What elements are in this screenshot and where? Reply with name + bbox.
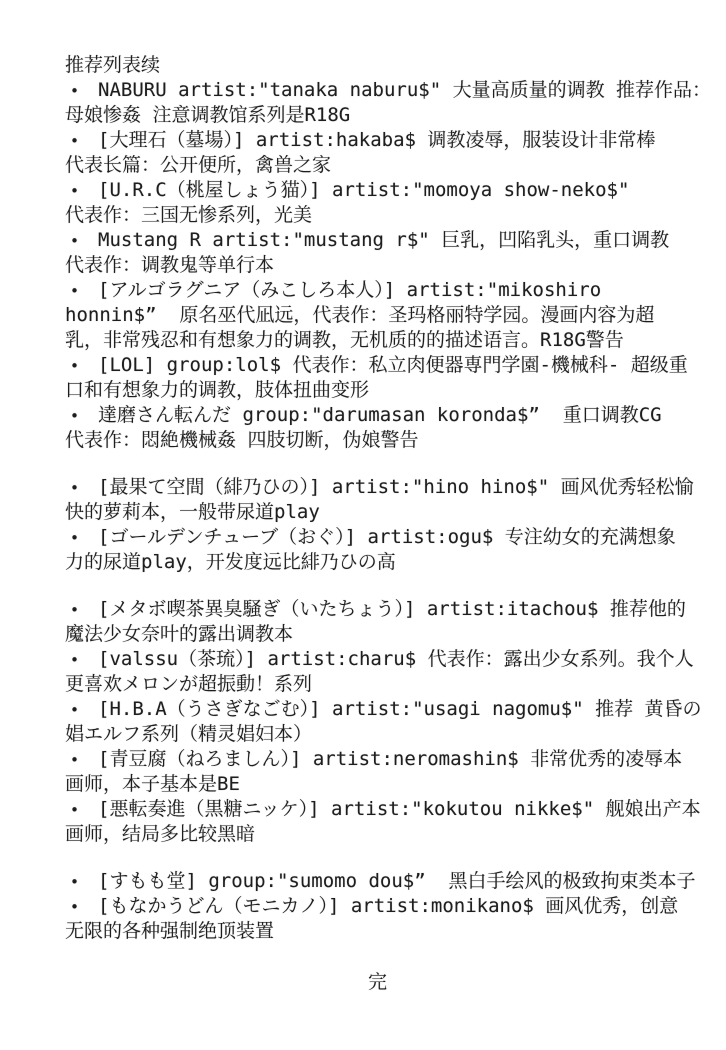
entry-first-line: • [H.B.A（うさぎなごむ）] artist:"usagi nagomu$" 推荐 黄昏の — [65, 697, 708, 722]
artist-entry — [65, 597, 708, 647]
entry-group — [65, 597, 708, 847]
entry-continuation-line: 画师，本子基本是BE — [65, 773, 240, 795]
entry-first-line: • NABURU artist:"tanaka naburu$" 大量高质量的调教 推荐作品： — [65, 78, 708, 103]
bullet-icon: • — [70, 182, 80, 200]
bullet-icon: • — [70, 601, 80, 619]
end-marker: 完 — [367, 971, 387, 993]
artist-entry — [65, 78, 712, 128]
bullet-icon: • — [70, 898, 80, 916]
entry-group — [65, 869, 708, 944]
entry-continuation-line: 魔法少女奈叶的露出调教本 — [65, 623, 294, 645]
artist-entry — [65, 697, 708, 747]
bullet-icon: • — [70, 132, 80, 150]
entry-group — [65, 475, 708, 575]
recommendation-list — [65, 78, 712, 944]
entry-continuation-line: 代表长篇：公开便所，禽兽之家 — [65, 154, 332, 176]
bullet-icon: • — [70, 529, 80, 547]
entry-continuation-line: 母娘惨姦 注意调教馆系列是R18G — [65, 104, 351, 126]
entry-continuation-line: 力的尿道play，开发度远比緋乃ひの高 — [65, 551, 396, 573]
artist-entry — [65, 228, 708, 278]
artist-entry — [65, 403, 708, 453]
bullet-icon: • — [70, 232, 80, 250]
bullet-icon: • — [70, 873, 80, 891]
entry-first-line: • [最果て空間（緋乃ひの）] artist:"hino hino$" 画风优秀轻松愉 — [65, 475, 708, 500]
entry-first-line: • [すもも堂] group:"sumomo dou$” 黑白手绘风的极致拘束类本子 — [65, 869, 708, 894]
bullet-icon: • — [70, 407, 80, 425]
entry-first-line: • [もなかうどん（モニカノ）] artist:monikano$ 画风优秀，创意 — [65, 894, 708, 919]
artist-entry — [65, 869, 708, 894]
artist-entry — [65, 278, 708, 353]
entry-group — [65, 78, 712, 453]
bullet-icon: • — [70, 651, 80, 669]
bullet-icon: • — [70, 357, 80, 375]
entry-continuation-line: 画师，结局多比较黑暗 — [65, 823, 256, 845]
entry-continuation-line: 快的萝莉本，一般带尿道play — [65, 501, 320, 523]
entry-first-line: • Mustang R artist:"mustang r$" 巨乳，凹陷乳头，重口调教 — [65, 228, 708, 253]
entry-first-line: • [青豆腐（ねろましん）] artist:neromashin$ 非常优秀的凌辱本 — [65, 747, 708, 772]
bullet-icon: • — [70, 479, 80, 497]
artist-entry — [65, 353, 708, 403]
artist-entry — [65, 475, 708, 525]
artist-entry — [65, 894, 708, 944]
entry-first-line: • [アルゴラグニア（みこしろ本人）] artist:"mikoshiro — [65, 278, 708, 303]
entry-first-line: • [悪転奏進（黒糖ニッケ）] artist:"kokutou nikke$" 舰娘出产本 — [65, 797, 708, 822]
entry-first-line: • [ゴールデンチューブ（おぐ）] artist:ogu$ 专注幼女的充满想象 — [65, 525, 708, 550]
entry-continuation-line: 口和有想象力的调教，肢体扭曲变形 — [65, 379, 370, 401]
artist-entry — [65, 747, 708, 797]
bullet-icon: • — [70, 701, 80, 719]
entry-continuation-line: 娼エルフ系列（精灵娼妇本） — [65, 723, 313, 745]
artist-entry — [65, 797, 708, 847]
bullet-icon: • — [70, 82, 80, 100]
artist-entry — [65, 178, 708, 228]
entry-continuation-line: 代表作：三国无惨系列，光美 — [65, 204, 313, 226]
entry-continuation-line: 乳，非常残忍和有想象力的调教，无机质的的描述语言。R18G警告 — [65, 329, 624, 351]
entry-first-line: • 達磨さん転んだ group:"darumasan koronda$” 重口调教CG — [65, 403, 708, 428]
entry-first-line: • [valssu（茶琉）] artist:charu$ 代表作：露出少女系列。我个人 — [65, 647, 708, 672]
artist-entry — [65, 128, 708, 178]
entry-continuation-line: 代表作：悶絶機械姦 四肢切断，伪娘警告 — [65, 429, 419, 451]
bullet-icon: • — [70, 751, 80, 769]
entry-first-line: • [U.R.C（桃屋しょう猫）] artist:"momoya show-neko$" — [65, 178, 708, 203]
artist-entry — [65, 525, 708, 575]
bullet-icon: • — [70, 801, 80, 819]
entry-continuation-line: 代表作：调教鬼等单行本 — [65, 254, 275, 276]
entry-first-line: • [LOL] group:lol$ 代表作：私立肉便器専門学園-機械科- 超级重 — [65, 353, 708, 378]
entry-continuation-line: honnin$” 原名巫代凪远，代表作：圣玛格丽特学园。漫画内容为超 — [65, 304, 655, 326]
bullet-icon: • — [70, 282, 80, 300]
entry-continuation-line: 无限的各种强制绝顶装置 — [65, 920, 275, 942]
page-title: 推荐列表续 — [65, 54, 161, 76]
entry-continuation-line: 更喜欢メロンが超振動！系列 — [65, 673, 313, 695]
entry-first-line: • [メタボ喫茶異臭騒ぎ（いたちょう）] artist:itachou$ 推荐他的 — [65, 597, 708, 622]
entry-first-line: • [大理石（墓場）] artist:hakaba$ 调教凌辱，服装设计非常棒 — [65, 128, 708, 153]
artist-entry — [65, 647, 708, 697]
